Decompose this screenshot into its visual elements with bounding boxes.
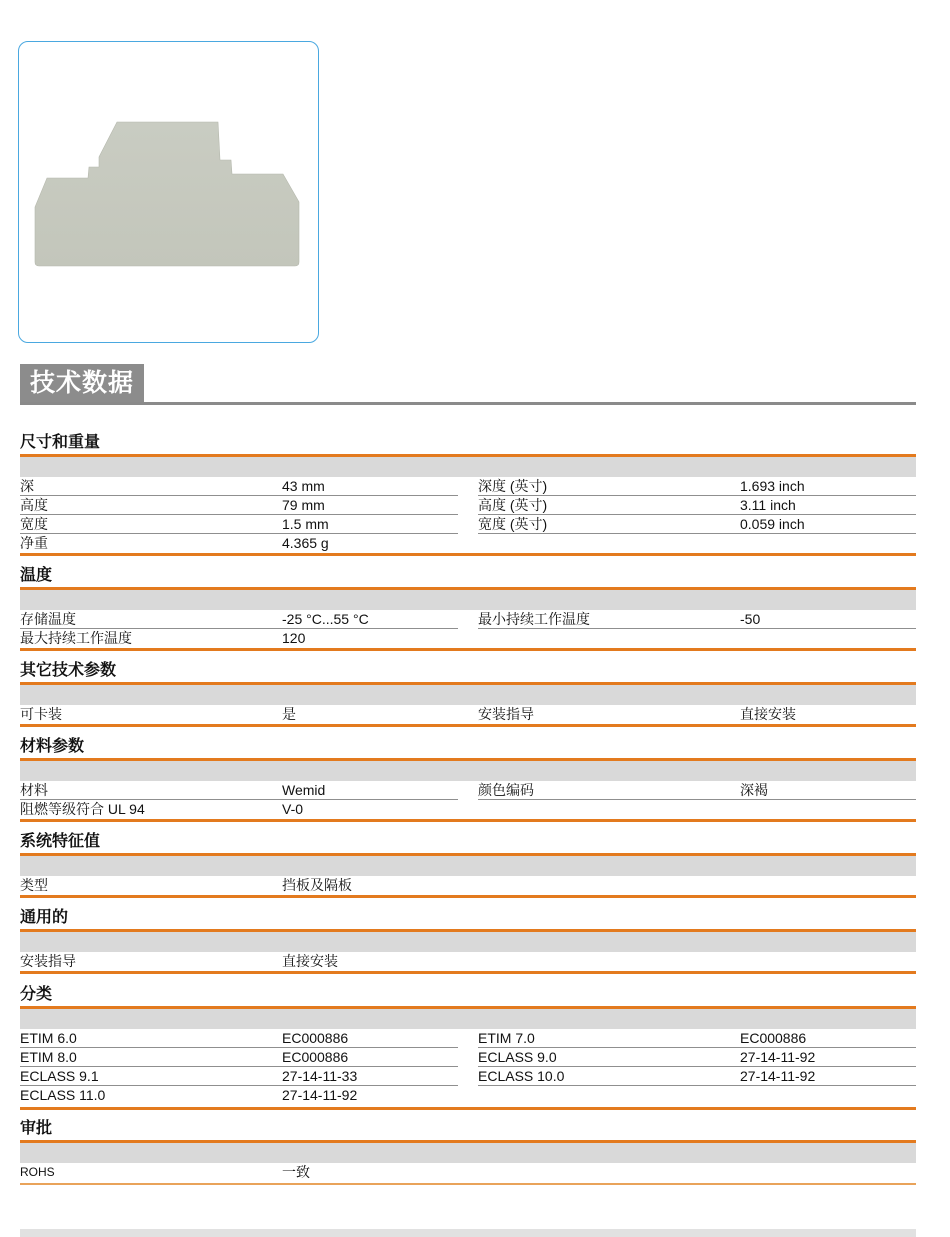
spec-rows <box>20 1163 916 1183</box>
spec-row <box>20 876 916 895</box>
spec-value: 43 mm <box>282 478 325 494</box>
tech-data-header <box>20 364 916 405</box>
spec-value: 直接安装 <box>740 706 796 722</box>
spec-row <box>20 610 916 629</box>
spec-value: 27-14-11-92 <box>740 1049 816 1065</box>
spec-row <box>20 952 916 971</box>
spec-row <box>20 477 916 496</box>
spec-label: 高度 (英寸) <box>478 497 548 513</box>
spec-label: 安装指导 <box>478 706 534 722</box>
section-other-params <box>20 660 916 727</box>
spec-rows <box>20 781 916 819</box>
spec-label: ETIM 7.0 <box>478 1030 535 1046</box>
section-title: 系统特征值 <box>20 833 101 850</box>
spec-value: 直接安装 <box>282 953 338 969</box>
spec-row <box>20 496 916 515</box>
spec-value: 挡板及隔板 <box>282 877 352 893</box>
spec-label: ECLASS 11.0 <box>20 1087 106 1103</box>
spec-label: ETIM 8.0 <box>20 1049 77 1065</box>
section-band <box>20 761 916 781</box>
spec-label: 存储温度 <box>20 611 76 627</box>
section-temperature <box>20 565 916 651</box>
spec-label: 深 <box>20 478 34 494</box>
section-band <box>20 1143 916 1163</box>
spec-label: ROHS <box>20 1165 55 1179</box>
spec-label: 高度 <box>20 497 48 513</box>
spec-label: 安装指导 <box>20 953 76 969</box>
spec-value: 1.5 mm <box>282 516 329 532</box>
end-plate-shape <box>35 122 299 266</box>
section-title: 通用的 <box>20 909 69 926</box>
spec-label: 最小持续工作温度 <box>478 611 590 627</box>
spec-value: Wemid <box>282 782 326 798</box>
section-band <box>20 685 916 705</box>
section-band <box>20 932 916 952</box>
section-general <box>20 907 916 974</box>
spec-label: ETIM 6.0 <box>20 1030 77 1046</box>
spec-row <box>20 1048 916 1067</box>
spec-row <box>20 1163 916 1183</box>
spec-value: V-0 <box>282 801 304 817</box>
spec-value: 79 mm <box>282 497 325 513</box>
spec-row <box>20 1086 916 1105</box>
spec-label: 最大持续工作温度 <box>20 630 132 646</box>
spec-row <box>20 534 916 553</box>
spec-row <box>20 1067 916 1086</box>
spec-label: 宽度 <box>20 516 48 532</box>
section-end-line <box>20 819 916 822</box>
section-classification <box>20 984 916 1110</box>
spec-value: 1.693 inch <box>740 478 805 494</box>
section-title: 尺寸和重量 <box>20 434 101 451</box>
section-system-values <box>20 831 916 898</box>
section-title: 分类 <box>20 986 53 1003</box>
tech-data-title: 技术数据 <box>20 364 144 402</box>
section-end-line <box>20 1107 916 1110</box>
spec-value: 4.365 g <box>282 535 329 551</box>
spec-value: 深褐 <box>740 782 768 798</box>
spec-value: 是 <box>282 706 296 722</box>
section-band <box>20 1009 916 1029</box>
spec-rows <box>20 1029 916 1105</box>
spec-label: 可卡装 <box>20 706 62 722</box>
spec-label: 材料 <box>20 782 48 798</box>
section-end-line <box>20 553 916 556</box>
section-band <box>20 457 916 477</box>
spec-label: ECLASS 10.0 <box>478 1068 565 1084</box>
section-end-line <box>20 971 916 974</box>
section-end-line <box>20 1183 916 1185</box>
section-approvals <box>20 1118 916 1185</box>
section-band <box>20 590 916 610</box>
section-title: 材料参数 <box>20 738 85 755</box>
spec-value: EC000886 <box>282 1030 349 1046</box>
spec-label: 净重 <box>20 535 48 551</box>
section-end-line <box>20 895 916 898</box>
section-title: 审批 <box>20 1120 53 1137</box>
spec-label: ECLASS 9.1 <box>20 1068 99 1084</box>
section-end-line <box>20 648 916 651</box>
end-plate-photo <box>19 42 320 344</box>
spec-row <box>20 705 916 724</box>
spec-label: 宽度 (英寸) <box>478 516 548 532</box>
spec-value: -25 °C...55 °C <box>282 611 369 627</box>
spec-label: 颜色编码 <box>478 782 534 798</box>
spec-rows <box>20 952 916 971</box>
footer-band <box>20 1229 916 1237</box>
spec-value: 0.059 inch <box>740 516 805 532</box>
spec-row <box>20 515 916 534</box>
spec-value: 27-14-11-33 <box>282 1068 358 1084</box>
spec-value: 120 <box>282 630 306 646</box>
spec-label: 类型 <box>20 877 48 893</box>
spec-rows <box>20 477 916 553</box>
spec-value: 27-14-11-92 <box>740 1068 816 1084</box>
spec-value: EC000886 <box>740 1030 807 1046</box>
section-dimensions-weight <box>20 432 916 556</box>
product-image-frame <box>18 41 319 343</box>
section-title: 其它技术参数 <box>20 662 117 679</box>
section-end-line <box>20 724 916 727</box>
spec-row <box>20 1029 916 1048</box>
spec-rows <box>20 876 916 895</box>
section-material <box>20 736 916 822</box>
spec-label: ECLASS 9.0 <box>478 1049 557 1065</box>
section-title: 温度 <box>20 567 53 584</box>
spec-value: 一致 <box>282 1164 310 1180</box>
section-band <box>20 856 916 876</box>
spec-rows <box>20 610 916 648</box>
spec-label: 阻燃等级符合 UL 94 <box>20 801 145 817</box>
spec-rows <box>20 705 916 724</box>
spec-value: EC000886 <box>282 1049 349 1065</box>
spec-label: 深度 (英寸) <box>478 478 548 494</box>
spec-row <box>20 629 916 648</box>
spec-value: 27-14-11-92 <box>282 1087 358 1103</box>
spec-row <box>20 781 916 800</box>
spec-row <box>20 800 916 819</box>
spec-value: 3.11 inch <box>740 497 796 513</box>
spec-value: -50 <box>740 611 761 627</box>
